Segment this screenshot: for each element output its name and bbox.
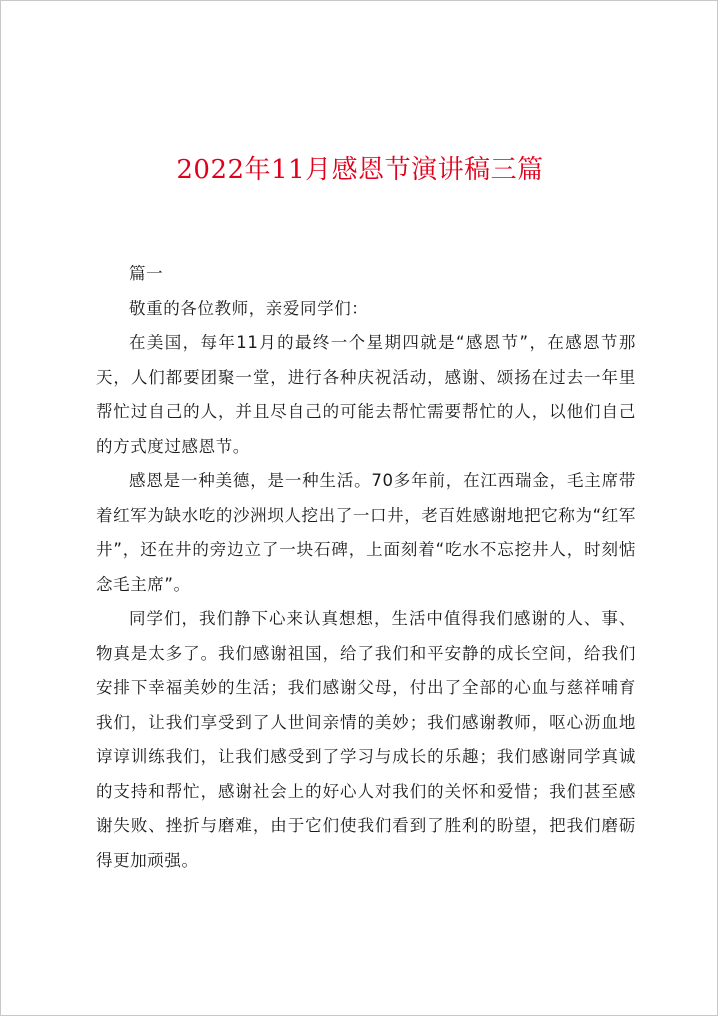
- section-heading: 篇一: [129, 264, 164, 283]
- document-body: [96, 257, 636, 878]
- body-paragraph: 同学们，我们静下心来认真想想，生活中值得我们感谢的人、事、物真是太多了。我们感谢祖国，给了我们和平安静的成长空间，给我们安排下幸福美妙的生活；我们感谢父母，付出了全部的心血与慈祥哺育我们，让我们享受到了人世间亲情的美妙；我们感谢教师，呕心沥血地谆谆训练我们，让我们感受到了学习与成长的乐趣；我们感谢同学真诚的支持和帮忙，感谢社会上的好心人对我们的关怀和爱惜；我们甚至感谢失败、挫折与磨难，由于它们使我们看到了胜利的盼望，把我们磨砺得更加顽强。: [96, 609, 636, 870]
- salutation-paragraph: 敬重的各位教师，亲爱同学们：: [129, 298, 369, 318]
- body-paragraph: 感恩是一种美德，是一种生活。70多年前，在江西瑞金，毛主席带着红军为缺水吃的沙洲坝人挖出了一口井，老百姓感谢地把它称为“红军井”，还在井的旁边立了一块石碑，上面刻着“吃水不忘挖井人，时刻惦念毛主席”。: [96, 471, 636, 594]
- body-paragraph: 在美国，每年11月的最终一个星期四就是“感恩节”，在感恩节那天，人们都要团聚一堂，进行各种庆祝活动，感谢、颂扬在过去一年里帮忙过自己的人，并且尽自己的可能去帮忙需要帮忙的人，以他们自己的方式度过感恩节。: [96, 333, 636, 456]
- document-title: 2022年11月感恩节演讲稿三篇: [176, 155, 544, 185]
